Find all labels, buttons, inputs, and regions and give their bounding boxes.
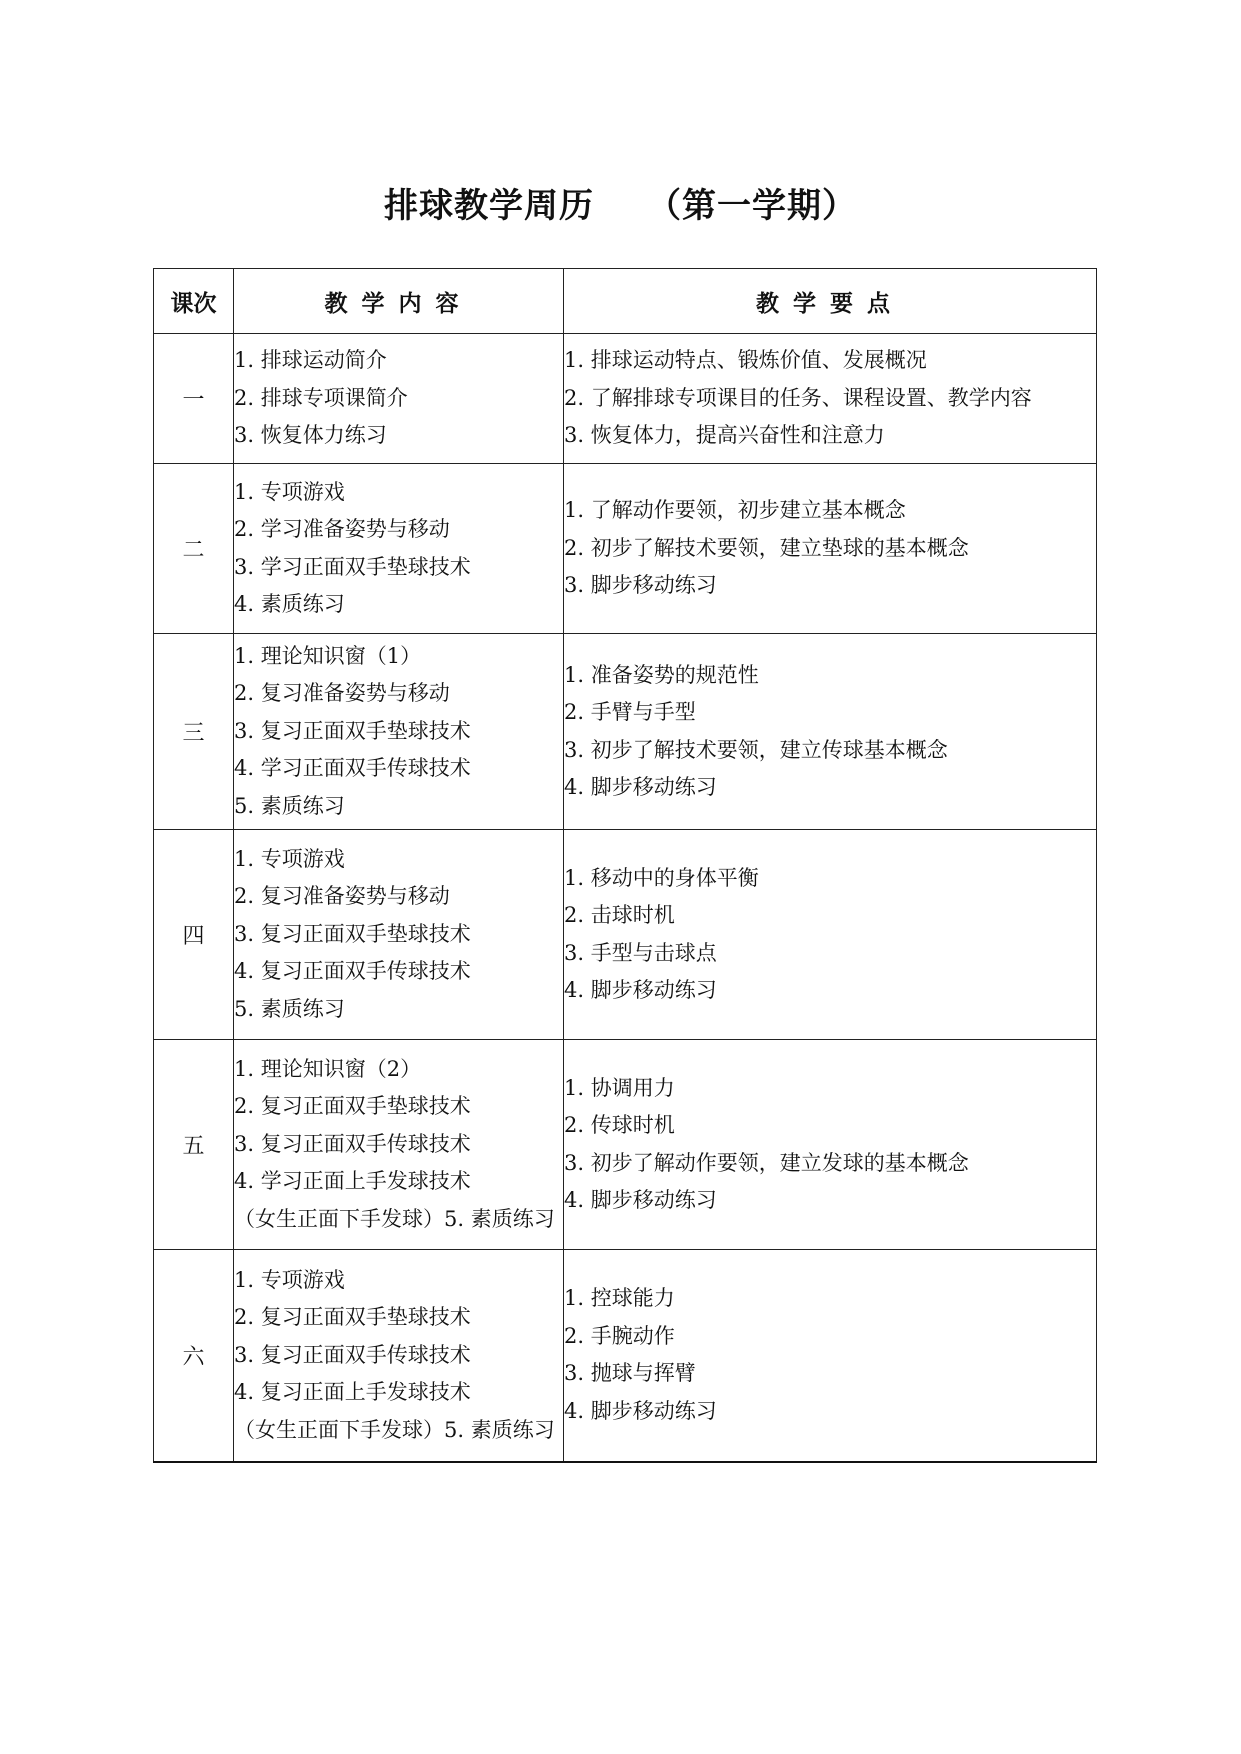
teaching-points-cell <box>564 464 1097 634</box>
lesson-number: 五 <box>154 1040 234 1250</box>
content-item: 1. 专项游戏 <box>234 1267 345 1292</box>
table-row <box>154 1040 1097 1250</box>
point-item: 2. 击球时机 <box>564 903 675 927</box>
content-item: （女生正面下手发球）5. 素质练习 <box>234 1417 555 1442</box>
header-content: 教学内容 <box>234 269 564 334</box>
content-item: 2. 学习准备姿势与移动 <box>234 517 450 541</box>
teaching-content-cell <box>234 1040 564 1250</box>
content-item: 3. 复习正面双手传球技术 <box>234 1131 471 1156</box>
lesson-number: 四 <box>154 830 234 1040</box>
point-item: 4. 脚步移动练习 <box>564 775 717 799</box>
table-row <box>154 1250 1097 1462</box>
point-item: 3. 脚步移动练习 <box>564 573 717 598</box>
point-item: 3. 初步了解动作要领，建立发球的基本概念 <box>564 1150 969 1175</box>
point-item: 4. 脚步移动练习 <box>564 978 717 1002</box>
point-item: 4. 脚步移动练习 <box>564 1398 717 1423</box>
content-item: 5. 素质练习 <box>234 793 345 818</box>
content-item: 2. 复习正面双手垫球技术 <box>234 1094 471 1119</box>
teaching-content-cell <box>234 334 564 464</box>
lesson-number: 三 <box>154 634 234 830</box>
point-item: 2. 初步了解技术要领，建立垫球的基本概念 <box>564 535 969 560</box>
table-row <box>154 830 1097 1040</box>
content-item: 1. 理论知识窗（2） <box>234 1056 422 1081</box>
content-item: 4. 学习正面双手传球技术 <box>234 756 471 781</box>
content-item: 3. 恢复体力练习 <box>234 423 387 448</box>
point-item: 1. 准备姿势的规范性 <box>564 662 759 687</box>
teaching-schedule-table <box>153 268 1097 1463</box>
content-item: （女生正面下手发球）5. 素质练习 <box>234 1206 555 1231</box>
teaching-content-cell <box>234 1250 564 1462</box>
teaching-content-cell <box>234 830 564 1040</box>
teaching-points-cell <box>564 634 1097 830</box>
header-lesson: 课次 <box>154 269 234 334</box>
content-item: 4. 复习正面上手发球技术 <box>234 1380 471 1404</box>
point-item: 3. 初步了解技术要领，建立传球基本概念 <box>564 737 948 762</box>
header-points: 教学要点 <box>564 269 1097 334</box>
point-item: 2. 传球时机 <box>564 1113 675 1137</box>
content-item: 1. 专项游戏 <box>234 846 345 871</box>
point-item: 2. 了解排球专项课目的任务、课程设置、教学内容 <box>564 385 1032 410</box>
content-item: 1. 专项游戏 <box>234 479 345 504</box>
content-item: 4. 学习正面上手发球技术 <box>234 1169 471 1194</box>
content-item: 5. 素质练习 <box>234 996 345 1021</box>
point-item: 1. 移动中的身体平衡 <box>564 865 759 890</box>
point-item: 3. 恢复体力，提高兴奋性和注意力 <box>564 423 885 448</box>
point-item: 1. 协调用力 <box>564 1075 675 1100</box>
content-item: 1. 排球运动简介 <box>234 348 387 373</box>
point-item: 2. 手腕动作 <box>564 1323 675 1348</box>
page-title: 排球教学周历 （第一学期） <box>384 186 857 226</box>
lesson-number: 一 <box>154 334 234 464</box>
content-item: 3. 学习正面双手垫球技术 <box>234 554 471 579</box>
teaching-points-cell <box>564 1250 1097 1462</box>
point-item: 1. 了解动作要领，初步建立基本概念 <box>564 498 906 523</box>
content-item: 4. 素质练习 <box>234 592 345 616</box>
table-row <box>154 334 1097 464</box>
table-row <box>154 464 1097 634</box>
teaching-points-cell <box>564 334 1097 464</box>
table-header-row <box>154 269 1097 334</box>
content-item: 3. 复习正面双手垫球技术 <box>234 718 471 743</box>
point-item: 3. 手型与击球点 <box>564 940 717 965</box>
point-item: 2. 手臂与手型 <box>564 700 696 724</box>
point-item: 4. 脚步移动练习 <box>564 1188 717 1212</box>
content-item: 2. 排球专项课简介 <box>234 385 408 410</box>
teaching-content-cell <box>234 634 564 830</box>
point-item: 1. 控球能力 <box>564 1286 675 1311</box>
content-item: 3. 复习正面双手垫球技术 <box>234 921 471 946</box>
point-item: 3. 抛球与挥臂 <box>564 1361 696 1386</box>
content-item: 2. 复习正面双手垫球技术 <box>234 1305 471 1329</box>
content-item: 4. 复习正面双手传球技术 <box>234 959 471 984</box>
point-item: 1. 排球运动特点、锻炼价值、发展概况 <box>564 348 927 373</box>
teaching-content-cell <box>234 464 564 634</box>
content-item: 2. 复习准备姿势与移动 <box>234 681 450 706</box>
content-item: 1. 理论知识窗（1） <box>234 643 422 668</box>
content-item: 3. 复习正面双手传球技术 <box>234 1342 471 1367</box>
table-row <box>154 634 1097 830</box>
teaching-points-cell <box>564 830 1097 1040</box>
lesson-number: 六 <box>154 1250 234 1462</box>
content-item: 2. 复习准备姿势与移动 <box>234 884 450 909</box>
lesson-number: 二 <box>154 464 234 634</box>
teaching-points-cell <box>564 1040 1097 1250</box>
